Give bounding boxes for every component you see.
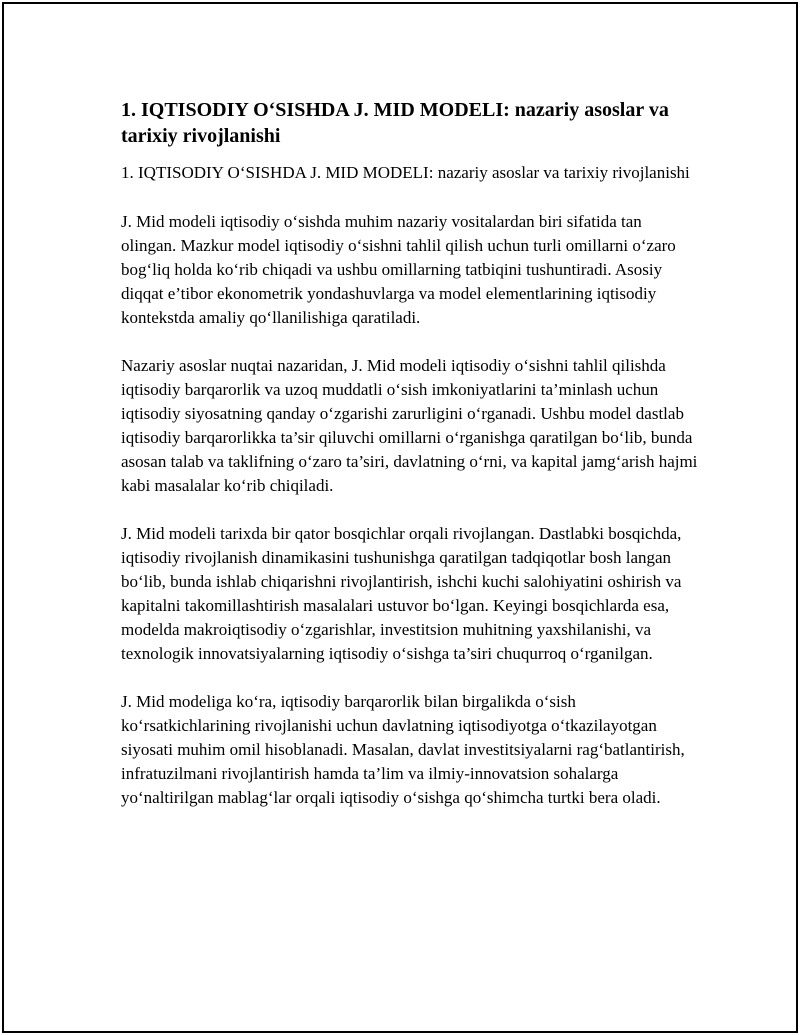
document-heading: 1. IQTISODIY O‘SISHDA J. MID MODELI: nazariy asoslar va tarixiy rivojlanishi [121, 99, 669, 147]
paragraph-3: J. Mid modeli tarixda bir qator bosqichlar orqali rivojlangan. Dastlabki bosqichda, iqtisodiy rivojlanish dinamikasini tushunishga qaratilgan tadqiqotlar bosh langan bo‘lib, bunda ishlab chiqarishni rivojlantirish, ishchi kuchi salohiyatini oshirish va kapitalni takomillashtirish masalalari ustuvor bo‘lgan. Keyingi bosqichlarda esa, modelda makroiqtisodiy o‘zgarishlar, investitsion muhitning yaxshilanishi, va texnologik innovatsiyalarning iqtisodiy o‘sishga ta’siri chuqurroq o‘rganilgan. [121, 524, 682, 663]
page-frame [2, 2, 798, 1033]
paragraph-4: J. Mid modeliga ko‘ra, iqtisodiy barqarorlik bilan birgalikda o‘sish ko‘rsatkichlarining rivojlanishi uchun davlatning iqtisodiyotga o‘tkazilayotgan siyosati muhim omil hisoblanadi. Masalan, davlat investitsiyalarni rag‘batlantirish, infratuzilmani rivojlantirish hamda ta’lim va ilmiy-innovatsion sohalarga yo‘naltirilgan mablag‘lar orqali iqtisodiy o‘sishga qo‘shimcha turtki bera oladi. [121, 692, 685, 807]
document-body [121, 97, 699, 834]
paragraph-1: J. Mid modeli iqtisodiy o‘sishda muhim nazariy vositalardan biri sifatida tan olingan. Mazkur model iqtisodiy o‘sishni tahlil qilish uchun turli omillarni o‘zaro bog‘liq holda ko‘rib chiqadi va ushbu omillarning tatbiqini tushuntiradi. Asosiy diqqat e’tibor ekonometrik yondashuvlarga va model elementlarining iqtisodiy kontekstda amaliy qo‘llanilishiga qaratiladi. [121, 212, 676, 327]
paragraph-2: Nazariy asoslar nuqtai nazaridan, J. Mid modeli iqtisodiy o‘sishni tahlil qilishda iqtisodiy barqarorlik va uzoq muddatli o‘sish imkoniyatlarini ta’minlash uchun iqtisodiy siyosatning qanday o‘zgarishi zarurligini o‘rganadi. Ushbu model dastlab iqtisodiy barqarorlikka ta’sir qiluvchi omillarni o‘rganishga qaratilgan bo‘lib, bunda asosan talab va taklifning o‘zaro ta’siri, davlatning o‘rni, va kapital jamg‘arish hajmi kabi masalalar ko‘rib chiqiladi. [121, 356, 698, 495]
document-subheading: 1. IQTISODIY O‘SISHDA J. MID MODELI: nazariy asoslar va tarixiy rivojlanishi [121, 163, 690, 182]
